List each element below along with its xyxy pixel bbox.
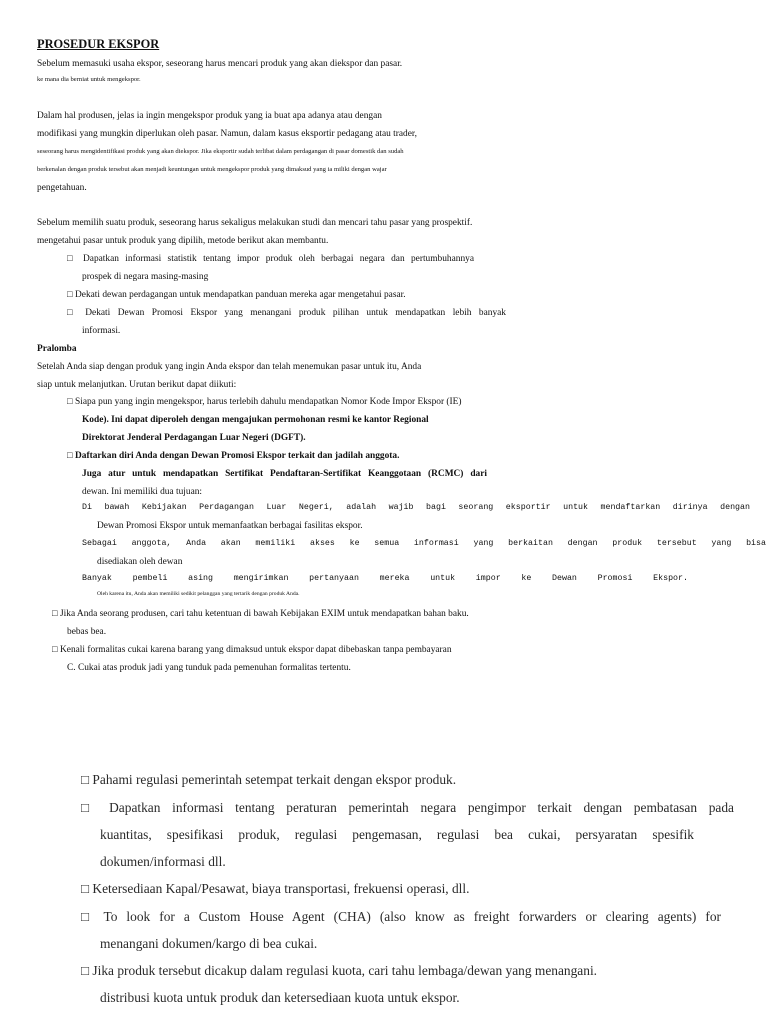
market-bullet-2: □ Dekati dewan perdagangan untuk mendapatkan panduan mereka agar mengetahui pasar. [67, 290, 406, 300]
market-bullet-3-line-2: informasi. [82, 326, 121, 336]
purpose-1-line-1: Di bawah Kebijakan Perdagangan Luar Negeri, adalah wajib bagi seorang eksportir untuk mendaftarkan dirinya dengan [82, 503, 750, 512]
paragraph-1-line-4: berkenalan dengan produk tersebut akan menjadi keuntungan untuk mengekspor produk yang dimaksud yang ia miliki dengan wajar [37, 166, 387, 173]
paragraph-2-line-1: Sebelum memilih suatu produk, seseorang harus sekaligus melakukan studi dan mencari tahu pasar yang prospektif. [37, 218, 473, 228]
paragraph-1-line-2: modifikasi yang mungkin diperlukan oleh pasar. Namun, dalam kasus eksportir pedagang atau trader, [37, 129, 417, 139]
regulation-bullet-3: □ Ketersediaan Kapal/Pesawat, biaya transportasi, frekuensi operasi, dll. [81, 881, 470, 896]
purpose-1-line-2: Dewan Promosi Ekspor untuk memanfaatkan berbagai fasilitas ekspor. [97, 521, 363, 531]
step-1-line-2: Kode). Ini dapat diperoleh dengan mengajukan permohonan resmi ke kantor Regional [82, 415, 429, 425]
pralomba-line-1: Setelah Anda siap dengan produk yang ingin Anda ekspor dan telah menemukan pasar untuk itu, Anda [37, 362, 422, 372]
step-2-line-3: dewan. Ini memiliki dua tujuan: [82, 487, 203, 497]
regulation-bullet-1: □ Pahami regulasi pemerintah setempat terkait dengan ekspor produk. [81, 772, 457, 787]
page-title: PROSEDUR EKSPOR [37, 37, 160, 51]
market-bullet-1-line-2: prospek di negara masing-masing [82, 272, 209, 282]
purpose-2-line-1: Sebagai anggota, Anda akan memiliki akses ke semua informasi yang berkaitan dengan produk tersebut yang bisa [82, 539, 766, 548]
regulation-bullet-5-line-1: □ Jika produk tersebut dicakup dalam regulasi kuota, cari tahu lembaga/dewan yang menangani. [81, 963, 598, 978]
regulation-bullet-2-line-2: kuantitas, spesifikasi produk, regulasi pengemasan, regulasi bea cukai, persyaratan spesifik [100, 827, 694, 842]
exim-bullet-line-2: bebas bea. [67, 627, 107, 637]
purpose-3-note: Oleh karena itu, Anda akan memiliki sedikit pelanggan yang tertarik dengan produk Anda. [97, 591, 300, 597]
paragraph-1-line-1: Dalam hal produsen, jelas ia ingin mengekspor produk yang ia buat apa adanya atau dengan [37, 111, 382, 121]
regulation-bullet-2-line-3: dokumen/informasi dll. [100, 854, 226, 869]
paragraph-1-line-5: pengetahuan. [37, 183, 87, 193]
step-1-line-3: Direktorat Jenderal Perdagangan Luar Negeri (DGFT). [82, 433, 306, 443]
exim-bullet-line-1: □ Jika Anda seorang produsen, cari tahu ketentuan di bawah Kebijakan EXIM untuk mendapatkan bahan baku. [52, 609, 469, 619]
intro-line-2: ke mana dia berniat untuk mengekspor. [37, 76, 141, 83]
purpose-3-line-1: Banyak pembeli asing mengirimkan pertanyaan mereka untuk impor ke Dewan Promosi Ekspor. [82, 574, 688, 583]
excise-bullet-line-2: C. Cukai atas produk jadi yang tunduk pada pemenuhan formalitas tertentu. [67, 663, 351, 673]
paragraph-1-line-3: seseorang harus mengidentifikasi produk yang akan diekspor. Jika eksportir sudah terlibat dalam perdagangan di pasar domestik dan sudah [37, 148, 404, 155]
paragraph-2-line-2: mengetahui pasar untuk produk yang dipilih, metode berikut akan membantu. [37, 236, 329, 246]
purpose-2-line-2: disediakan oleh dewan [97, 557, 183, 567]
regulation-bullet-2-line-1: □ Dapatkan informasi tentang peraturan pemerintah negara pengimpor terkait dengan pembatasan pada [81, 800, 734, 815]
step-2-line-2: Juga atur untuk mendapatkan Sertifikat Pendaftaran-Sertifikat Keanggotaan (RCMC) dari [82, 469, 487, 479]
section-heading-pralomba: Pralomba [37, 344, 77, 354]
regulation-bullet-4-line-2: menangani dokumen/kargo di bea cukai. [100, 936, 318, 951]
intro-line-1: Sebelum memasuki usaha ekspor, seseorang harus mencari produk yang akan diekspor dan pasar. [37, 59, 403, 69]
step-1-line-1: □ Siapa pun yang ingin mengekspor, harus terlebih dahulu mendapatkan Nomor Kode Impor Ekspor (IE) [67, 397, 462, 407]
regulation-bullet-5-line-2: distribusi kuota untuk produk dan ketersediaan kuota untuk ekspor. [100, 990, 460, 1005]
regulation-bullet-4-line-1: □ To look for a Custom House Agent (CHA) (also know as freight forwarders or clearing agents) for [81, 909, 721, 924]
step-2-line-1: □ Daftarkan diri Anda dengan Dewan Promosi Ekspor terkait dan jadilah anggota. [67, 451, 400, 461]
market-bullet-3-line-1: □ Dekati Dewan Promosi Ekspor yang menangani produk pilihan untuk mendapatkan lebih banyak [67, 308, 506, 318]
market-bullet-1-line-1: □ Dapatkan informasi statistik tentang impor produk oleh berbagai negara dan pertumbuhannya [67, 254, 474, 264]
pralomba-line-2: siap untuk melanjutkan. Urutan berikut dapat diikuti: [37, 380, 237, 390]
excise-bullet-line-1: □ Kenali formalitas cukai karena barang yang dimaksud untuk ekspor dapat dibebaskan tanpa pembayaran [52, 645, 452, 655]
